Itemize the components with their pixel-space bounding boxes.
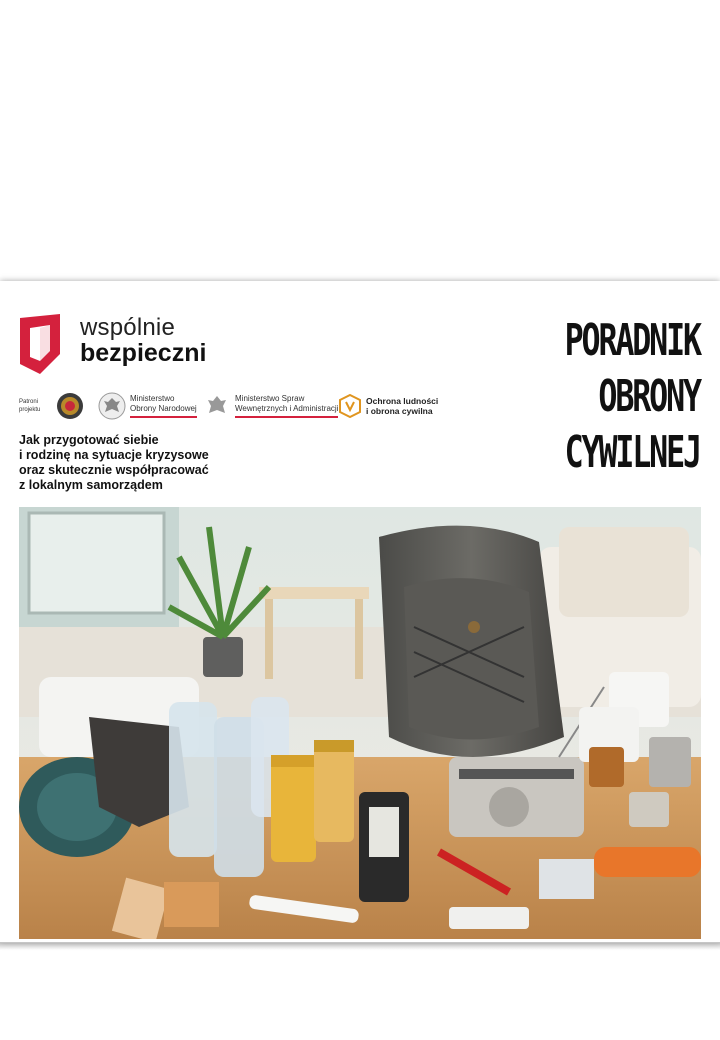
brand-line-1: wspólnie [80, 314, 175, 341]
eagle-icon [98, 392, 126, 420]
olo-line-2: i obrona cywilna [366, 406, 433, 416]
mon-line-2: Obrony Narodowej [130, 404, 197, 413]
logo-mswia [203, 392, 338, 420]
title-line-2: OBRONY [598, 371, 700, 422]
intro-line: Jak przygotować siebie [19, 433, 159, 447]
title-line-3: CYWILNEJ [564, 427, 700, 478]
shield-icon [18, 314, 62, 374]
guide-title [512, 313, 700, 481]
emblem-icon [56, 392, 84, 420]
mswia-line-2: Wewnętrznych i Administracji [235, 404, 339, 413]
intro-line: z lokalnym samorządem [19, 478, 163, 492]
logo-emblem [56, 392, 84, 420]
olo-line-1: Ochrona ludności [366, 396, 439, 406]
divider [130, 416, 197, 418]
mswia-line-1: Ministerstwo Spraw [235, 394, 305, 403]
emergency-kit-photo [19, 507, 701, 939]
logo-olo [338, 394, 438, 418]
intro-line: i rodzinę na sytuacje kryzysowe [19, 448, 209, 462]
civil-protection-icon [338, 394, 362, 418]
title-line-1: PORADNIK [564, 315, 700, 366]
logo-mon [98, 392, 197, 420]
page-shadow [0, 942, 720, 950]
brand-line-2: bezpieczni [80, 339, 207, 367]
patron-label: Patroni projektu [19, 399, 41, 413]
divider [235, 416, 338, 418]
intro-line: oraz skutecznie współpracować [19, 463, 209, 477]
mon-line-1: Ministerstwo [130, 394, 175, 403]
intro-text [19, 433, 289, 493]
guide-cover [0, 281, 720, 943]
eagle-icon [203, 392, 231, 420]
